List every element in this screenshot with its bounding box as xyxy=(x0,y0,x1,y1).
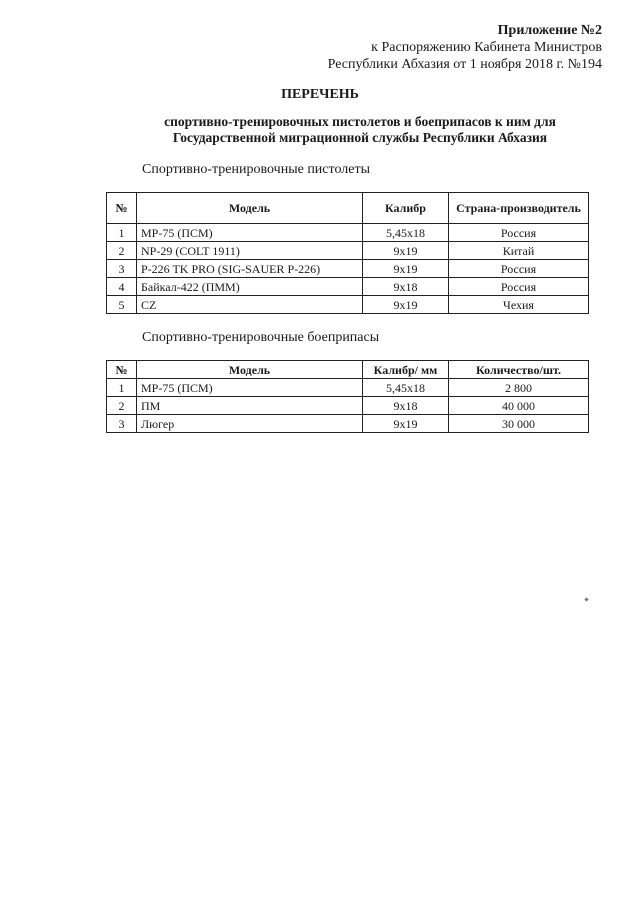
scan-speck xyxy=(584,597,588,601)
row-country: Чехия xyxy=(449,296,589,314)
row-number: 4 xyxy=(107,278,137,296)
annex-line-2: Республики Абхазия от 1 ноября 2018 г. №194 xyxy=(327,57,602,72)
row-caliber: 9x19 xyxy=(363,242,449,260)
pistols-header-country: Страна-производитель xyxy=(449,193,589,224)
annex-title: Приложение №2 xyxy=(497,23,602,38)
ammo-header-quantity: Количество/шт. xyxy=(449,361,589,379)
row-caliber: 9x19 xyxy=(363,415,449,433)
document-heading: ПЕРЕЧЕНЬ xyxy=(281,87,359,102)
row-model: Байкал-422 (ПММ) xyxy=(137,278,363,296)
row-number: 1 xyxy=(107,224,137,242)
ammo-header-row xyxy=(107,361,589,379)
row-number: 3 xyxy=(107,260,137,278)
row-model: Люгер xyxy=(137,415,363,433)
annex-line-1: к Распоряжению Кабинета Министров xyxy=(371,40,602,55)
row-country: Россия xyxy=(449,224,589,242)
row-model: NP-29 (COLT 1911) xyxy=(137,242,363,260)
row-country: Китай xyxy=(449,242,589,260)
row-number: 5 xyxy=(107,296,137,314)
row-model: МР-75 (ПСМ) xyxy=(137,379,363,397)
row-quantity: 40 000 xyxy=(449,397,589,415)
row-country: Россия xyxy=(449,260,589,278)
pistols-header-row xyxy=(107,193,589,224)
pistols-header-caliber: Калибр xyxy=(363,193,449,224)
row-quantity: 2 800 xyxy=(449,379,589,397)
row-model: ПМ xyxy=(137,397,363,415)
row-model: P-226 TK PRO (SIG-SAUER P-226) xyxy=(137,260,363,278)
subheading-line-1: спортивно-тренировочных пистолетов и боеприпасов к ним для xyxy=(164,114,556,129)
row-caliber: 5,45x18 xyxy=(363,379,449,397)
table-row xyxy=(107,296,589,314)
ammo-header-number: № xyxy=(107,361,137,379)
row-caliber: 9x18 xyxy=(363,397,449,415)
pistols-table xyxy=(106,192,589,314)
row-number: 2 xyxy=(107,242,137,260)
table-row xyxy=(107,415,589,433)
table-row xyxy=(107,260,589,278)
row-caliber: 9x19 xyxy=(363,296,449,314)
table-row xyxy=(107,224,589,242)
subheading-line-2: Государственной миграционной службы Республики Абхазия xyxy=(172,130,548,145)
ammo-header-model: Модель xyxy=(137,361,363,379)
row-number: 1 xyxy=(107,379,137,397)
annex-block xyxy=(328,22,602,73)
row-caliber: 9x18 xyxy=(363,278,449,296)
row-caliber: 5,45x18 xyxy=(363,224,449,242)
row-model: CZ xyxy=(137,296,363,314)
row-number: 3 xyxy=(107,415,137,433)
pistols-header-model: Модель xyxy=(137,193,363,224)
table-row xyxy=(107,397,589,415)
pistols-header-number: № xyxy=(107,193,137,224)
ammo-table xyxy=(106,360,589,433)
row-caliber: 9x19 xyxy=(363,260,449,278)
row-number: 2 xyxy=(107,397,137,415)
row-model: МР-75 (ПСМ) xyxy=(137,224,363,242)
table-row xyxy=(107,242,589,260)
ammo-header-caliber: Калибр/ мм xyxy=(363,361,449,379)
table-row xyxy=(107,379,589,397)
row-quantity: 30 000 xyxy=(449,415,589,433)
ammo-section-title: Спортивно-тренировочные боеприпасы xyxy=(142,330,380,345)
pistols-section-title: Спортивно-тренировочные пистолеты xyxy=(142,162,370,177)
row-country: Россия xyxy=(449,278,589,296)
table-row xyxy=(107,278,589,296)
document-subheading xyxy=(100,114,620,146)
